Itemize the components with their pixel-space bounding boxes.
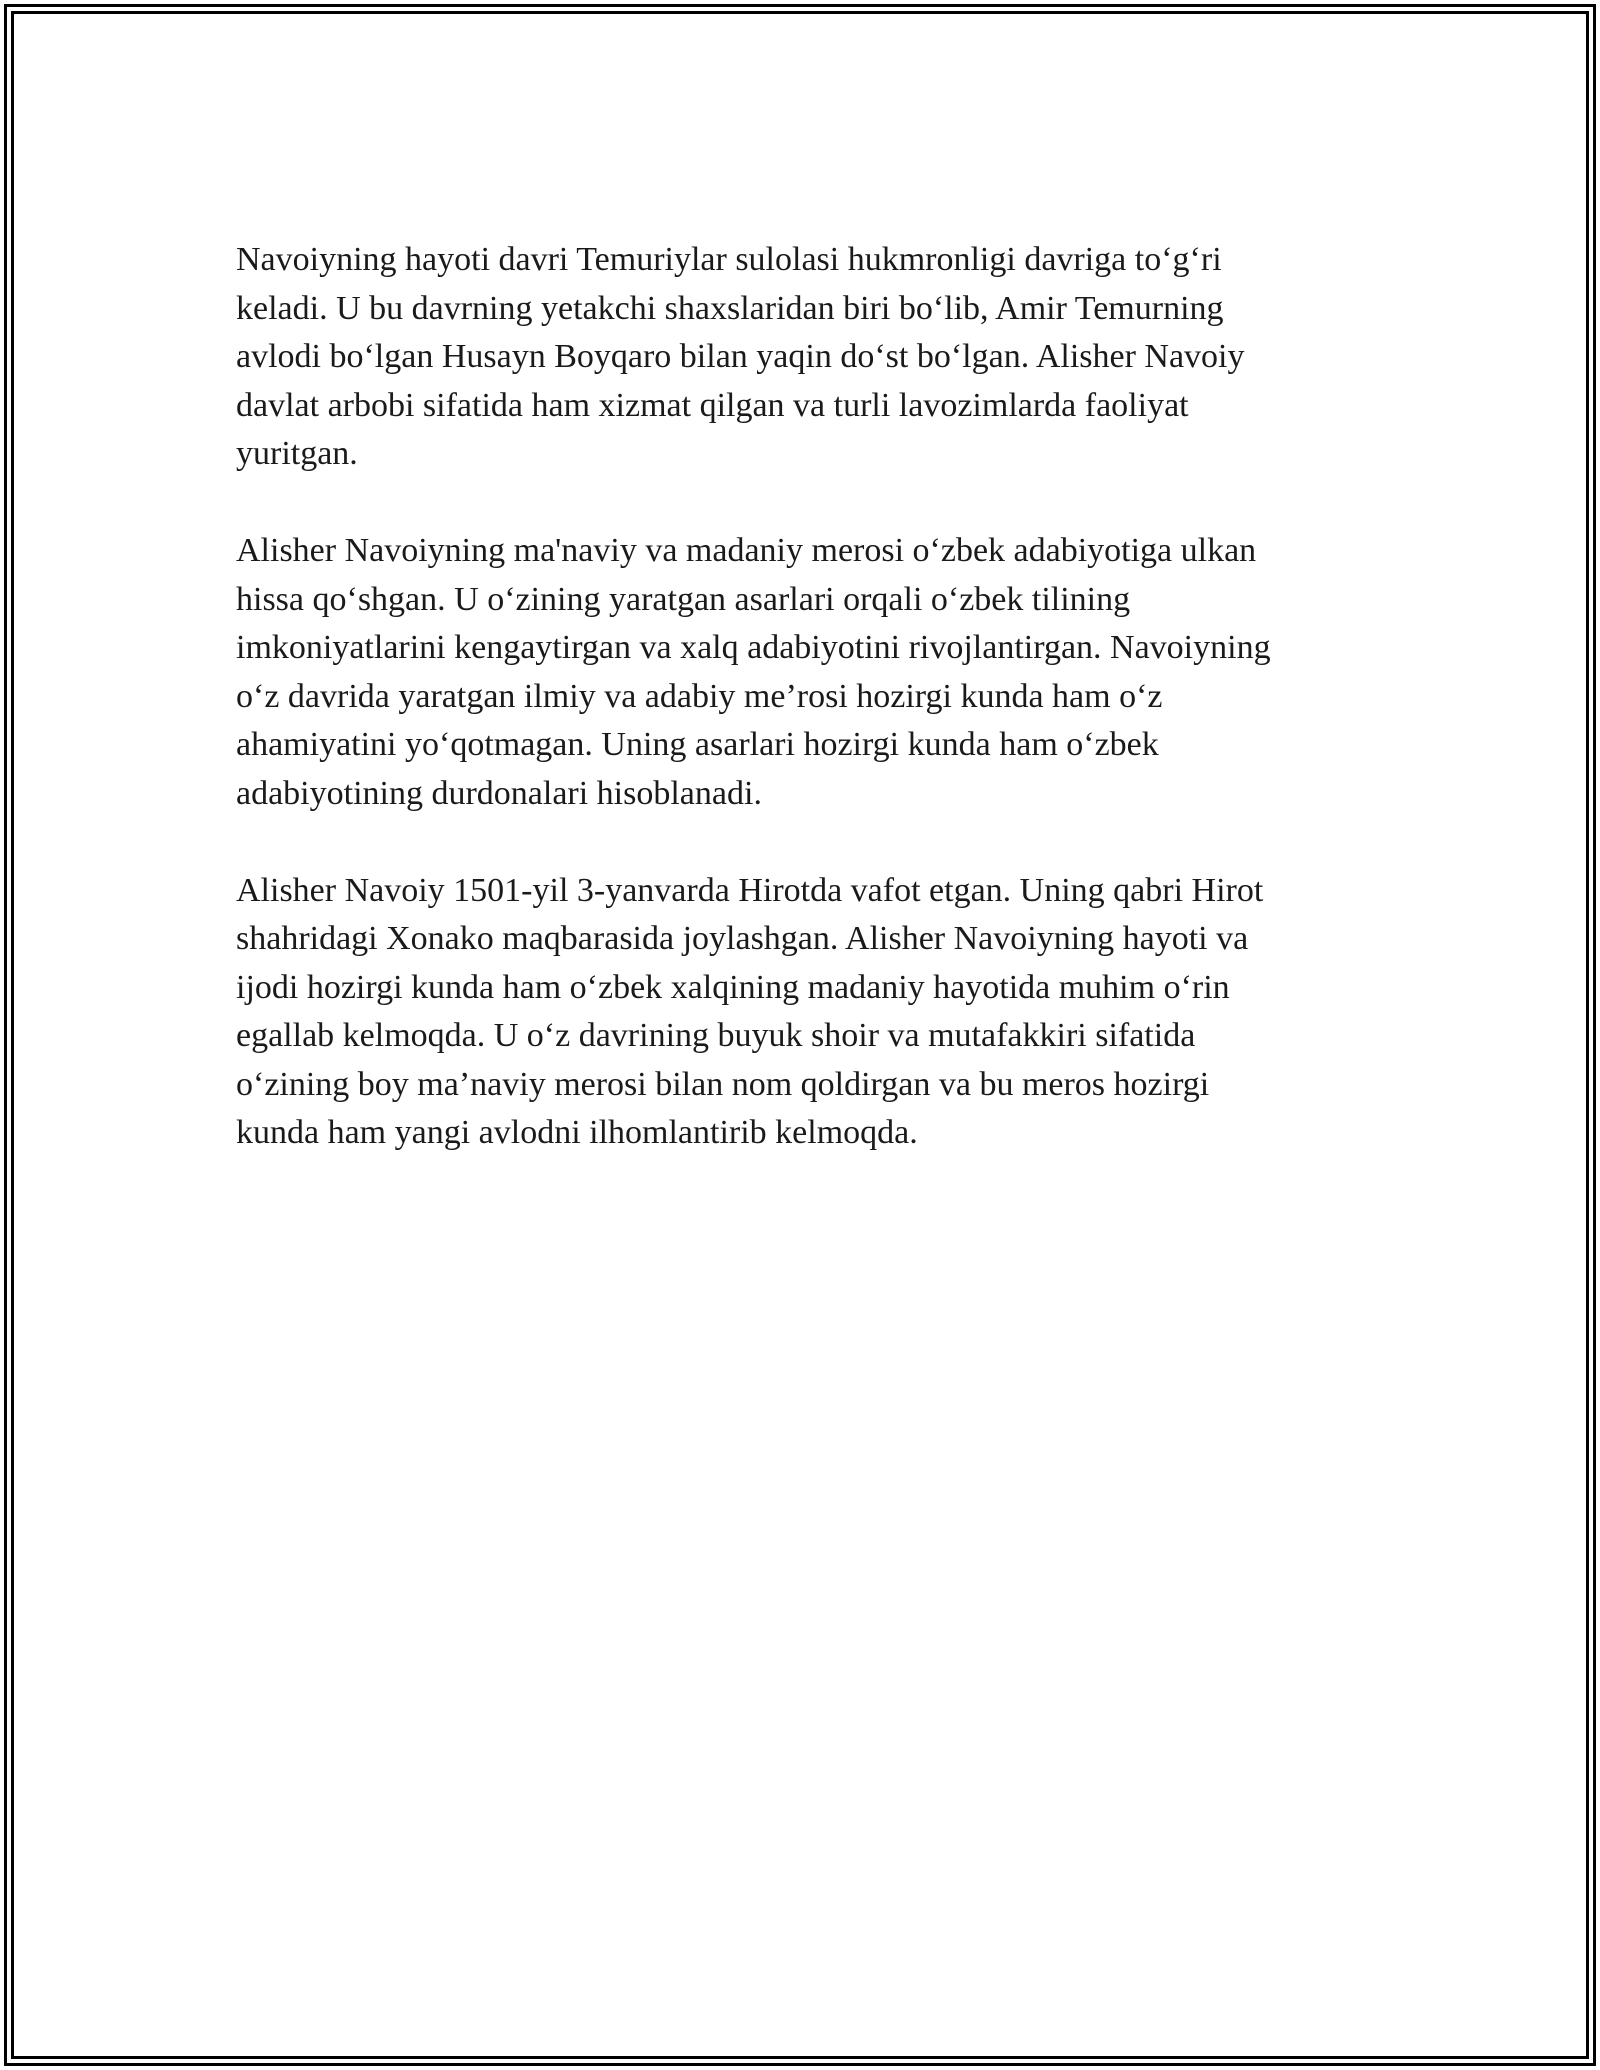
paragraph-line: yuritgan. — [236, 435, 358, 472]
paragraph-line: imkoniyatlarini kengaytirgan va xalq adabiyotini rivojlantirgan. Navoiyning — [236, 629, 1271, 666]
paragraph-line: hissa qo‘shgan. U o‘zining yaratgan asarlari orqali o‘zbek tilining — [236, 580, 1131, 618]
paragraph-line: keladi. U bu davrning yetakchi shaxslaridan biri bo‘lib, Amir Temurning — [236, 289, 1224, 327]
paragraph-line: avlodi bo‘lgan Husayn Boyqaro bilan yaqin do‘st bo‘lgan. Alisher Navoiy — [236, 338, 1245, 375]
paragraph-line: Alisher Navoiyning ma'naviy va madaniy merosi o‘zbek adabiyotiga ulkan — [236, 532, 1257, 569]
paragraph-line: Alisher Navoiy 1501-yil 3-yanvarda Hirotda vafot etgan. Uning qabri Hirot — [236, 871, 1264, 909]
paragraph-line: davlat arbobi sifatida ham xizmat qilgan va turli lavozimlarda faoliyat — [236, 386, 1189, 424]
paragraph-line: kunda ham yangi avlodni ilhomlantirib kelmoqda. — [236, 1114, 918, 1151]
paragraph-line: ijodi hozirgi kunda ham o‘zbek xalqining madaniy hayotida muhim o‘rin — [236, 968, 1230, 1006]
paragraph-line: Navoiyning hayoti davri Temuriylar sulolasi hukmronligi davriga to‘g‘ri — [236, 241, 1222, 278]
paragraph-line: o‘zining boy ma’naviy merosi bilan nom qoldirgan va bu meros hozirgi — [236, 1065, 1210, 1103]
paragraph-line: ahamiyatini yo‘qotmagan. Uning asarlari hozirgi kunda ham o‘zbek — [236, 726, 1159, 763]
paragraph-line: egallab kelmoqda. U o‘z davrining buyuk shoir va mutafakkiri sifatida — [236, 1017, 1196, 1054]
paragraph-line: adabiyotining durdonalari hisoblanadi. — [236, 774, 762, 812]
paragraph-3 — [236, 867, 1366, 1158]
paragraph-1 — [236, 236, 1366, 479]
document-body — [236, 236, 1366, 1206]
paragraph-line: shahridagi Xonako maqbarasida joylashgan. Alisher Navoiyning hayoti va — [236, 920, 1249, 957]
paragraph-2 — [236, 527, 1366, 818]
paragraph-line: o‘z davrida yaratgan ilmiy va adabiy me’rosi hozirgi kunda ham o‘z — [236, 677, 1163, 715]
